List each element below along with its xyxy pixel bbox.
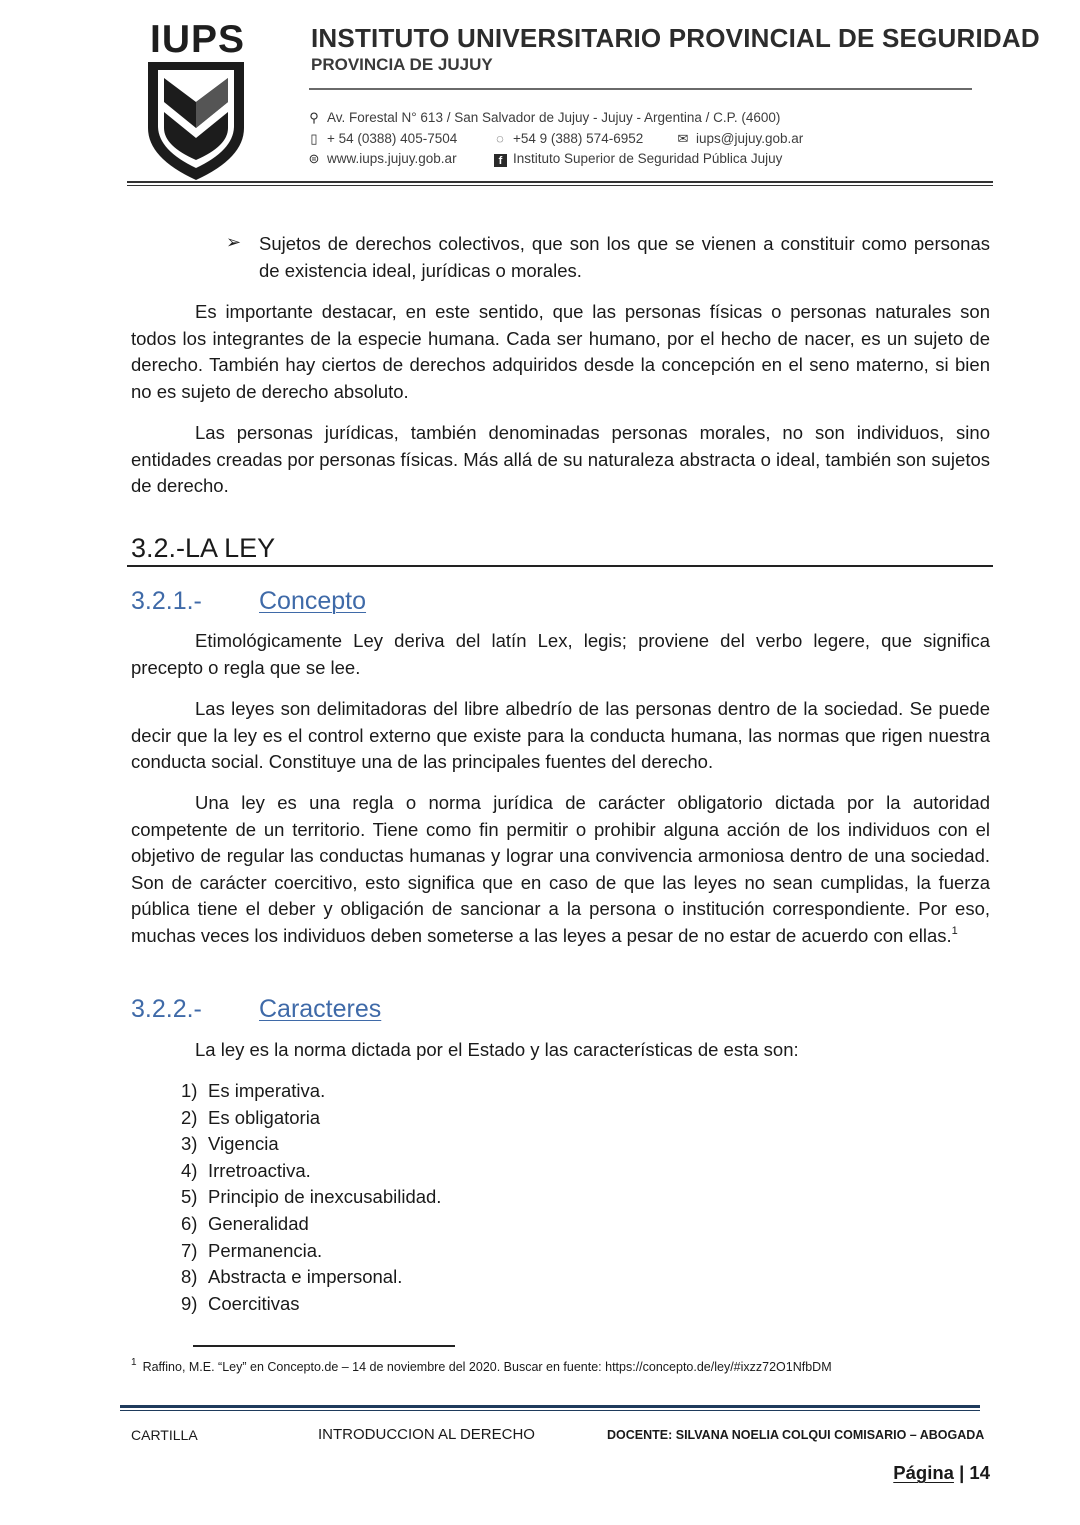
header-rule-thin xyxy=(127,185,993,186)
phone-icon: ▯ xyxy=(310,131,318,146)
footnote-text: Raffino, M.E. “Ley” en Concepto.de – 14 de noviembre del 2020. Buscar en fuente: https://concepto.de/ley/#ixzz72O1NfbDM xyxy=(142,1360,832,1374)
facebook-icon: f xyxy=(494,154,507,167)
header-divider xyxy=(309,88,972,90)
bullet-arrow-icon: ➢ xyxy=(226,232,242,252)
list-item: 8) Abstracta e impersonal. xyxy=(181,1266,403,1288)
address-text: Av. Forestal N° 613 / San Salvador de Jujuy - Jujuy - Argentina / C.P. (4600) xyxy=(327,110,781,125)
list-item: 9) Coercitivas xyxy=(181,1292,300,1314)
list-item: 6) Generalidad xyxy=(181,1212,309,1234)
footnote-separator xyxy=(193,1345,455,1347)
institution-name: INSTITUTO UNIVERSITARIO PROVINCIAL DE SEGURIDAD xyxy=(311,23,1040,53)
definicion-ley-text: Una ley es una regla o norma jurídica de carácter obligatorio dictada por la autoridad competente de un territorio. Tiene como fin permitir o prohibir alguna acción de los individuos con el objetivo de regular las conductas humanas y lograr una convivencia armoniosa dentro de una sociedad. Son de carácter coercitivo, esto significa que en caso de que las leyes no sean cumplidas, la fuerza pública tiene el deber y obligación de sancionar a la persona o institución correspondiente. Por eso, muchas veces los individuos deben someterse a las leyes a pesar de no estar de acuerdo con ellas. xyxy=(131,792,990,946)
email-text: iups@jujuy.gob.ar xyxy=(696,131,804,146)
bullet-paragraph: Sujetos de derechos colectivos, que son los que se vienen a constituir como personas de existencia ideal, jurídicas o morales. xyxy=(259,233,990,281)
paragraph-delimitadoras: Las leyes son delimitadoras del libre albedrío de las personas dentro de la sociedad. Se puede decir que la ley es el control externo que existe para la conducta humana, las normas que rigen nuestra conducta social. Constituye una de las principales fuentes del derecho. xyxy=(131,698,990,773)
website-line xyxy=(306,150,457,168)
phone-line xyxy=(306,130,457,148)
caracteres-list xyxy=(181,1078,441,1317)
footer-left: CARTILLA xyxy=(131,1427,198,1443)
footnote-reference[interactable]: 1 xyxy=(951,924,958,937)
facebook-text: Instituto Superior de Seguridad Pública Jujuy xyxy=(513,151,783,166)
header-rule-thick xyxy=(127,181,993,183)
list-item: 2) Es obligatoria xyxy=(181,1106,321,1128)
paragraph-caracteristicas: La ley es la norma dictada por el Estado y las características de esta son: xyxy=(195,1039,799,1060)
list-item: 5) Principio de inexcusabilidad. xyxy=(181,1186,442,1208)
facebook-line xyxy=(494,150,782,168)
paragraph-personas-juridicas: Las personas jurídicas, también denominadas personas morales, no son individuos, sino entidades creadas por personas físicas. Más allá de su naturaleza abstracta o ideal, también son sujetos de derecho. xyxy=(131,422,990,497)
list-item: 7) Permanencia. xyxy=(181,1239,323,1261)
location-pin-icon: ⚲ xyxy=(309,110,319,125)
footnote-number: 1 xyxy=(131,1357,137,1368)
page-separator: | xyxy=(959,1462,965,1483)
whatsapp-icon: ◌ xyxy=(496,131,504,146)
email-line xyxy=(675,130,803,148)
page-number xyxy=(893,1461,990,1485)
footnote xyxy=(131,1358,832,1376)
institution-province: PROVINCIA DE JUJUY xyxy=(311,55,493,74)
page-label: Página xyxy=(893,1462,954,1483)
footer-teacher: DOCENTE: SILVANA NOELIA COLQUI COMISARIO – ABOGADA xyxy=(607,1428,985,1442)
subsection-number-concepto: 3.2.1.- xyxy=(131,587,202,615)
address-line xyxy=(306,109,780,127)
list-item: 3) Vigencia xyxy=(181,1133,279,1155)
whatsapp-text: +54 9 (388) 574-6952 xyxy=(513,131,644,146)
whatsapp-line xyxy=(492,130,643,148)
paragraph-definicion-ley xyxy=(131,790,990,950)
section-title-rule xyxy=(127,565,993,567)
globe-icon: ⊜ xyxy=(308,151,320,166)
shield-logo xyxy=(144,58,248,182)
page-number-value: 14 xyxy=(969,1462,990,1483)
subsection-number-caracteres: 3.2.2.- xyxy=(131,995,202,1023)
footer-rule-thin xyxy=(120,1410,980,1411)
footer-rule-thick xyxy=(120,1405,980,1408)
subsection-title-caracteres: Caracteres xyxy=(259,995,382,1023)
website-text: www.iups.jujuy.gob.ar xyxy=(327,151,457,166)
section-title: 3.2.-LA LEY xyxy=(131,533,276,563)
phone-text: + 54 (0388) 405-7504 xyxy=(327,131,458,146)
paragraph-personas-fisicas: Es importante destacar, en este sentido, que las personas físicas o personas naturales son todos los integrantes de la especie humana. Cada ser humano, por el hecho de nacer, es un sujeto de derecho. También hay ciertos de derechos adquiridos desde la concepción en el seno materno, si bien no es sujeto de derecho absoluto. xyxy=(131,301,990,402)
footer-course: INTRODUCCION AL DERECHO xyxy=(318,1426,535,1443)
email-icon: ✉ xyxy=(677,131,689,146)
list-item: 4) Irretroactiva. xyxy=(181,1159,311,1181)
logo-text: IUPS xyxy=(150,18,246,61)
subsection-title-concepto: Concepto xyxy=(259,587,367,615)
list-item: 1) Es imperativa. xyxy=(181,1080,326,1101)
paragraph-etimologia: Etimológicamente Ley deriva del latín Lex, legis; proviene del verbo legere, que significa precepto o regla que se lee. xyxy=(131,630,990,678)
